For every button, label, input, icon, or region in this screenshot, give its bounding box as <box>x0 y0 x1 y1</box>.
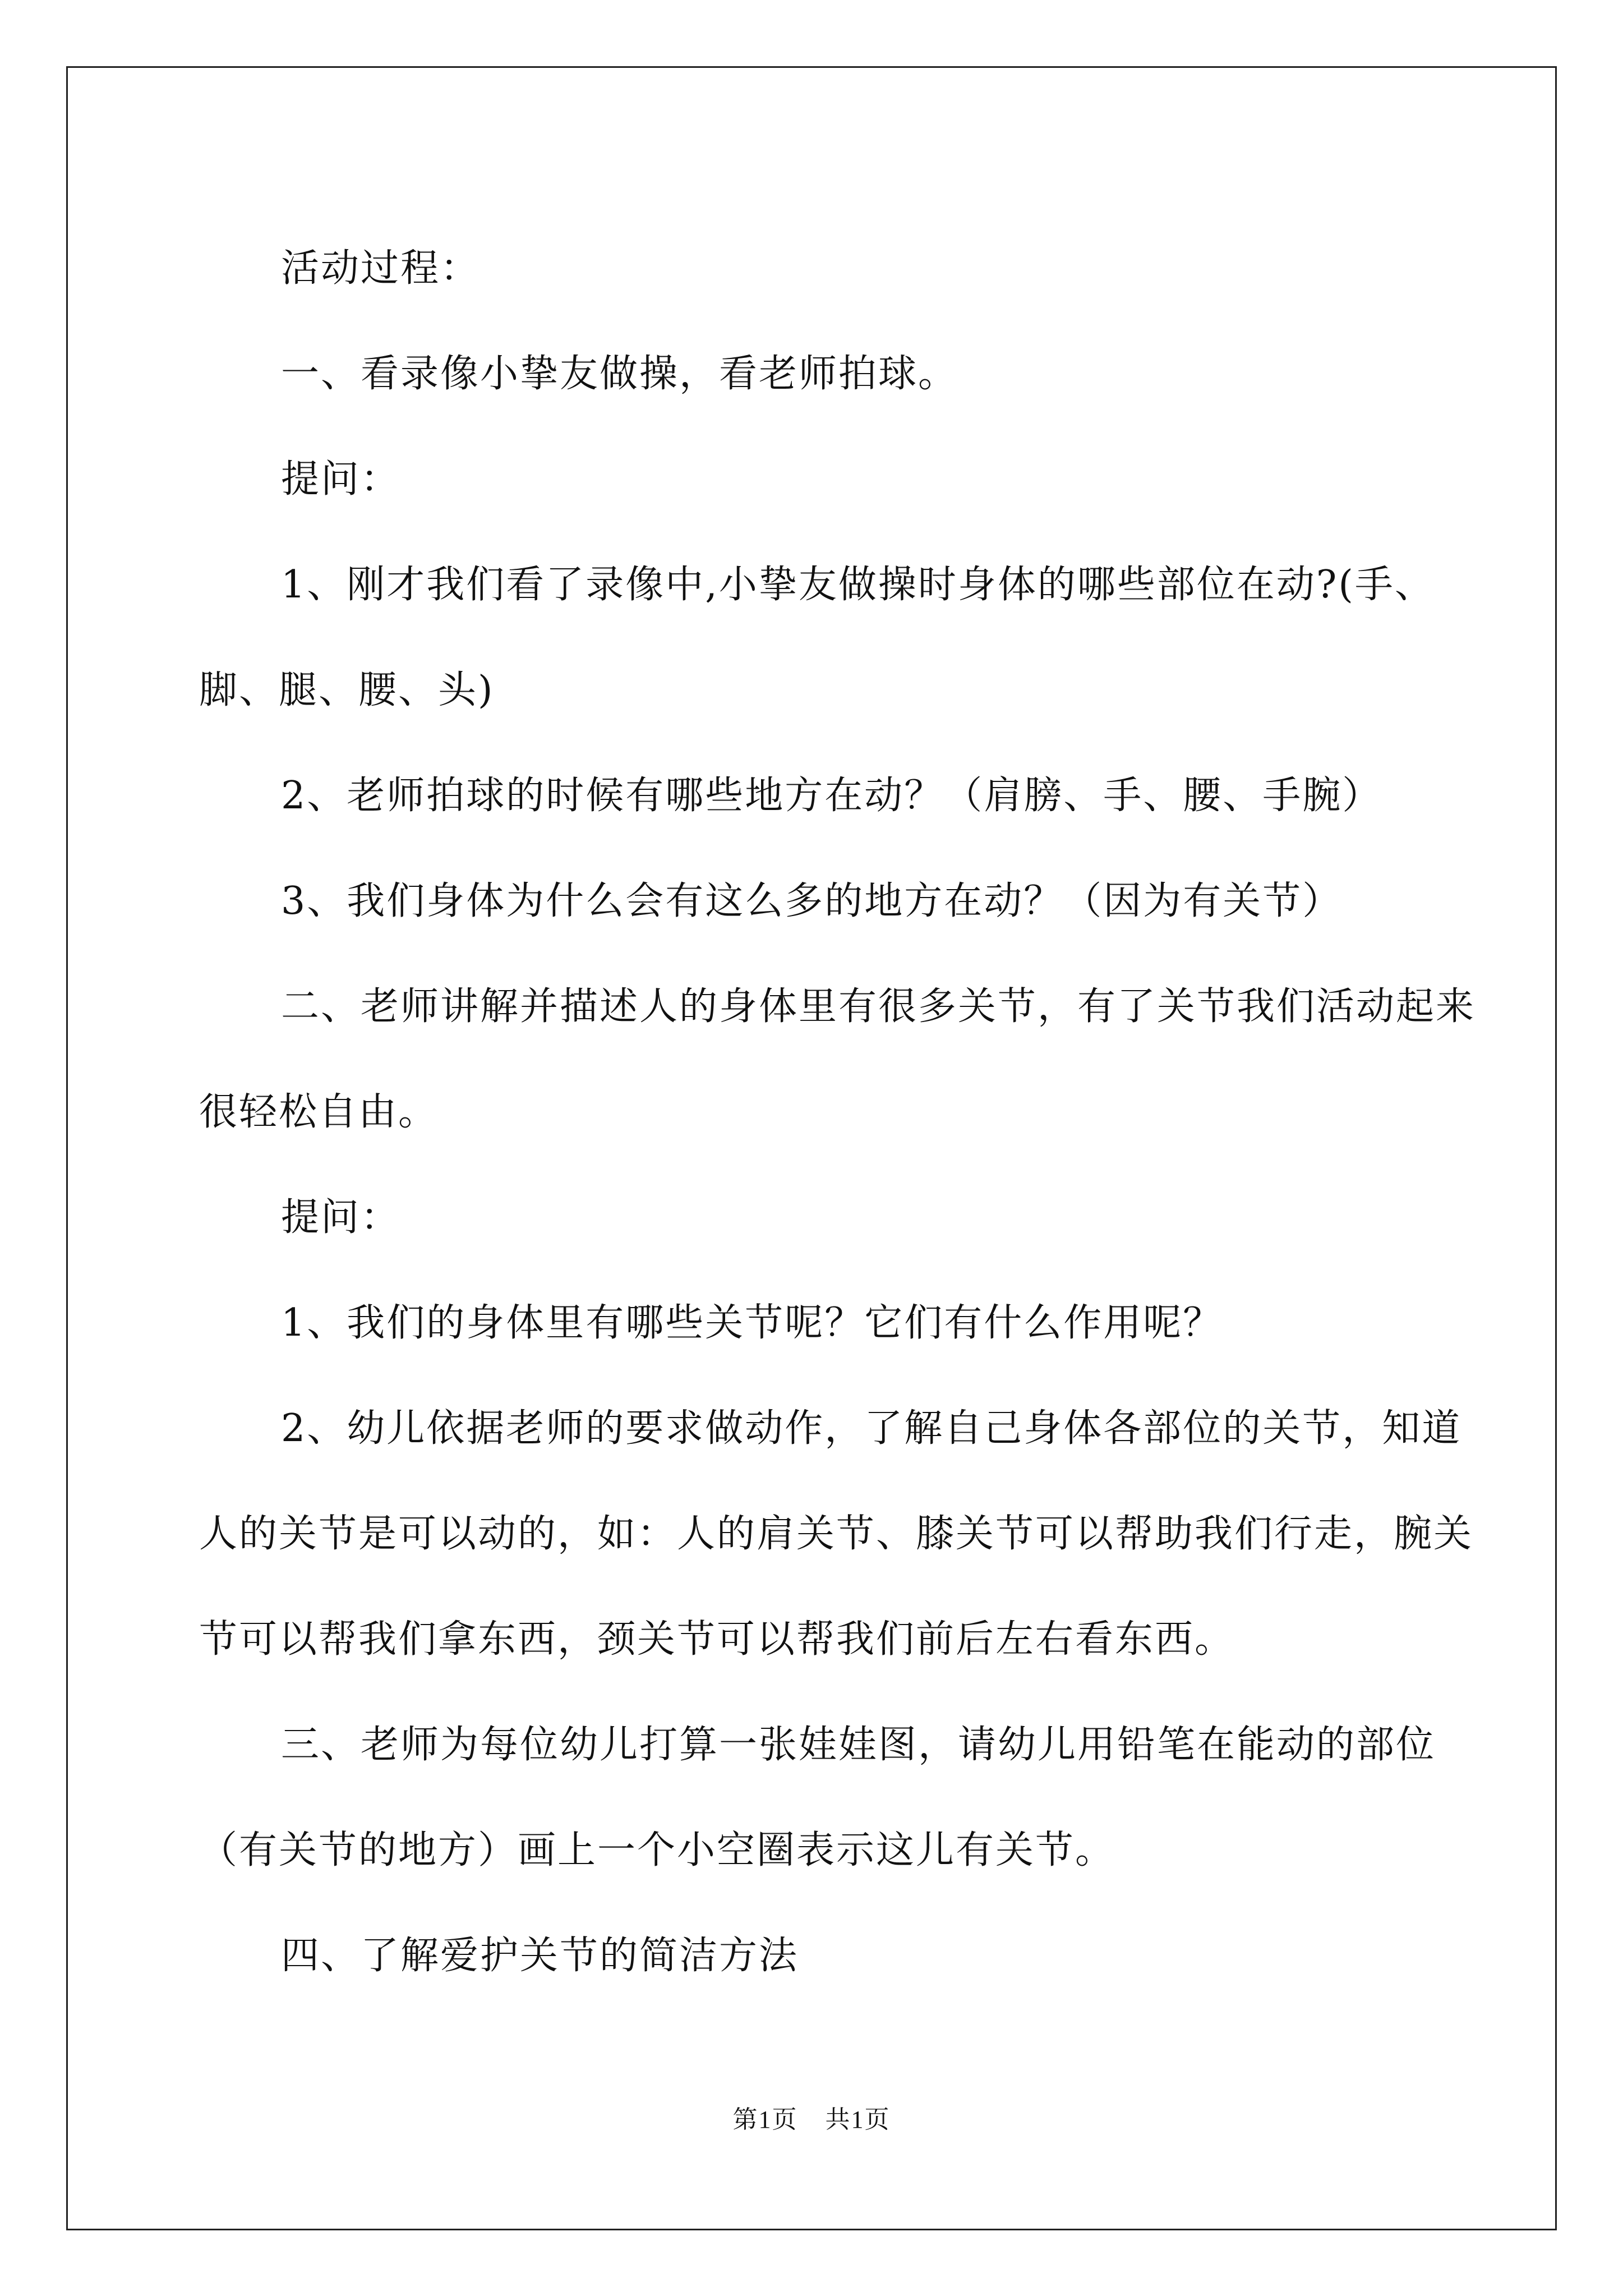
paragraph-question-1: 1、刚才我们看了录像中,小挚友做操时身体的哪些部位在动?(手、脚、腿、腰、头) <box>199 563 1435 712</box>
paragraph-step-one: 一、看录像小挚友做操，看老师拍球。 <box>281 352 958 396</box>
page-total: 共1页 <box>825 2106 891 2133</box>
paragraph-activity-process: 活动过程： <box>281 246 481 291</box>
page-number: 第1页 <box>732 2106 798 2133</box>
paragraph-step-three: 三、老师为每位幼儿打算一张娃娃图，请幼儿用铅笔在能动的部位（有关节的地方）画上一个小空圈表示这儿有关节。 <box>199 1723 1436 1872</box>
paragraph-step-two: 二、老师讲解并描述人的身体里有很多关节，有了关节我们活动起来很轻松自由。 <box>199 984 1476 1134</box>
document-body <box>199 216 1481 2009</box>
paragraph-question-5: 2、幼儿依据老师的要求做动作，了解自己身体各部位的关节，知道人的关节是可以动的，如：人的肩关节、膝关节可以帮助我们行走，腕关节可以帮我们拿东西，颈关节可以帮我们前后左右看东西。 <box>199 1406 1474 1662</box>
paragraph-question-3: 3、我们身体为什么会有这么多的地方在动？（因为有关节） <box>281 879 1343 923</box>
paragraph-question-4: 1、我们的身体里有哪些关节呢？它们有什么作用呢？ <box>281 1301 1223 1345</box>
paragraph-question-label: 提问： <box>281 457 401 501</box>
paragraph-question-label-2: 提问： <box>281 1195 401 1240</box>
paragraph-step-four: 四、了解爱护关节的简洁方法 <box>281 1934 799 1978</box>
paragraph-question-2: 2、老师拍球的时候有哪些地方在动？（肩膀、手、腰、手腕） <box>281 774 1382 818</box>
page-footer <box>0 2099 1623 2135</box>
